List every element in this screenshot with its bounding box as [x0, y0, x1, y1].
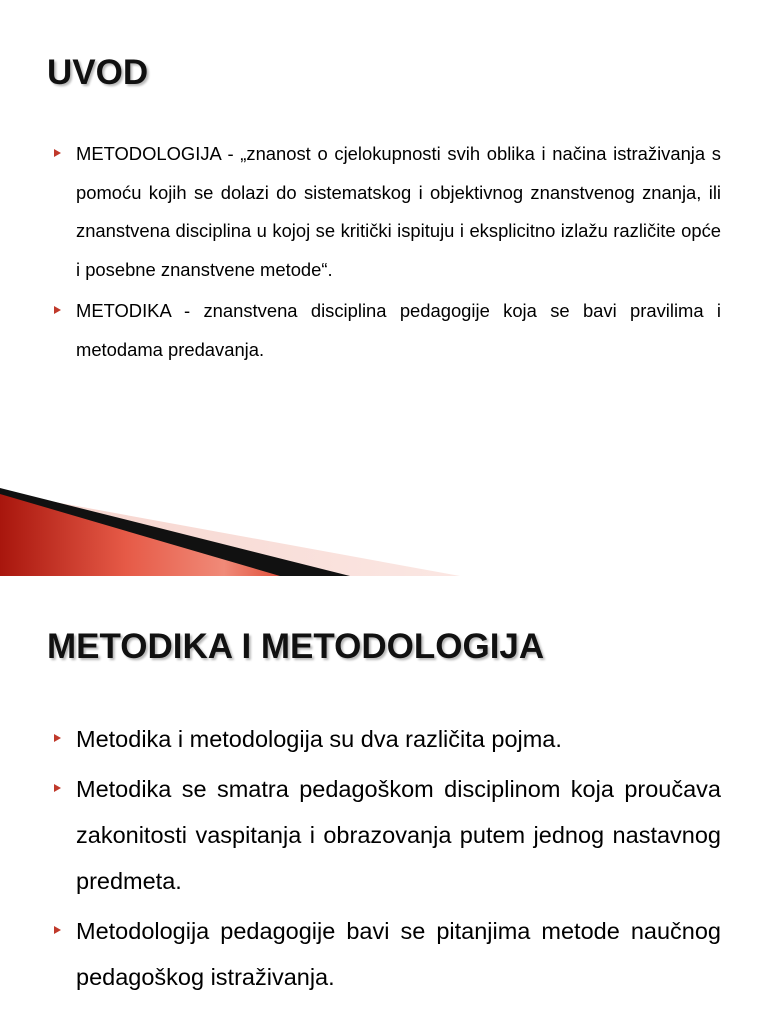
triangle-bullet-icon — [54, 149, 61, 157]
bullet-item-metodika — [54, 292, 721, 369]
slide-title: UVOD — [47, 53, 149, 92]
red-swoosh-decoration — [0, 484, 460, 576]
triangle-bullet-icon — [54, 306, 61, 314]
slide-metodika-i-metodologija — [0, 576, 768, 1024]
bullet-text: Metodika i metodologija su dva različita pojma. — [76, 726, 562, 752]
bullet-text: METODIKA - znanstvena disciplina pedagogije koja se bavi pravilima i metodama predavanja. — [76, 300, 721, 360]
triangle-bullet-icon — [54, 784, 61, 792]
bullet-text: Metodika se smatra pedagoškom disciplinom koja proučava zakonitosti vaspitanja i obrazovanja putem jednog nastavnog predmeta. — [76, 776, 721, 894]
bullet-list — [54, 716, 721, 1004]
bullet-item-2 — [54, 766, 721, 904]
bullet-item-1 — [54, 716, 721, 762]
bullet-text: METODOLOGIJA - „znanost o cjelokupnosti svih oblika i načina istraživanja s pomoću kojih se dolazi do sistematskog i objektivnog znanstvenog znanja, ili znanstvena disciplina u kojoj se kritički ispituju i eksplicitno izlažu različite opće i posebne znanstvene metode“. — [76, 143, 721, 280]
bullet-item-3 — [54, 908, 721, 1000]
triangle-bullet-icon — [54, 926, 61, 934]
bullet-list — [54, 135, 721, 372]
bullet-item-metodologija — [54, 135, 721, 289]
bullet-text: Metodologija pedagogije bavi se pitanjima metode naučnog pedagoškog istraživanja. — [76, 918, 721, 990]
triangle-bullet-icon — [54, 734, 61, 742]
slide-title: METODIKA I METODOLOGIJA — [47, 627, 545, 666]
